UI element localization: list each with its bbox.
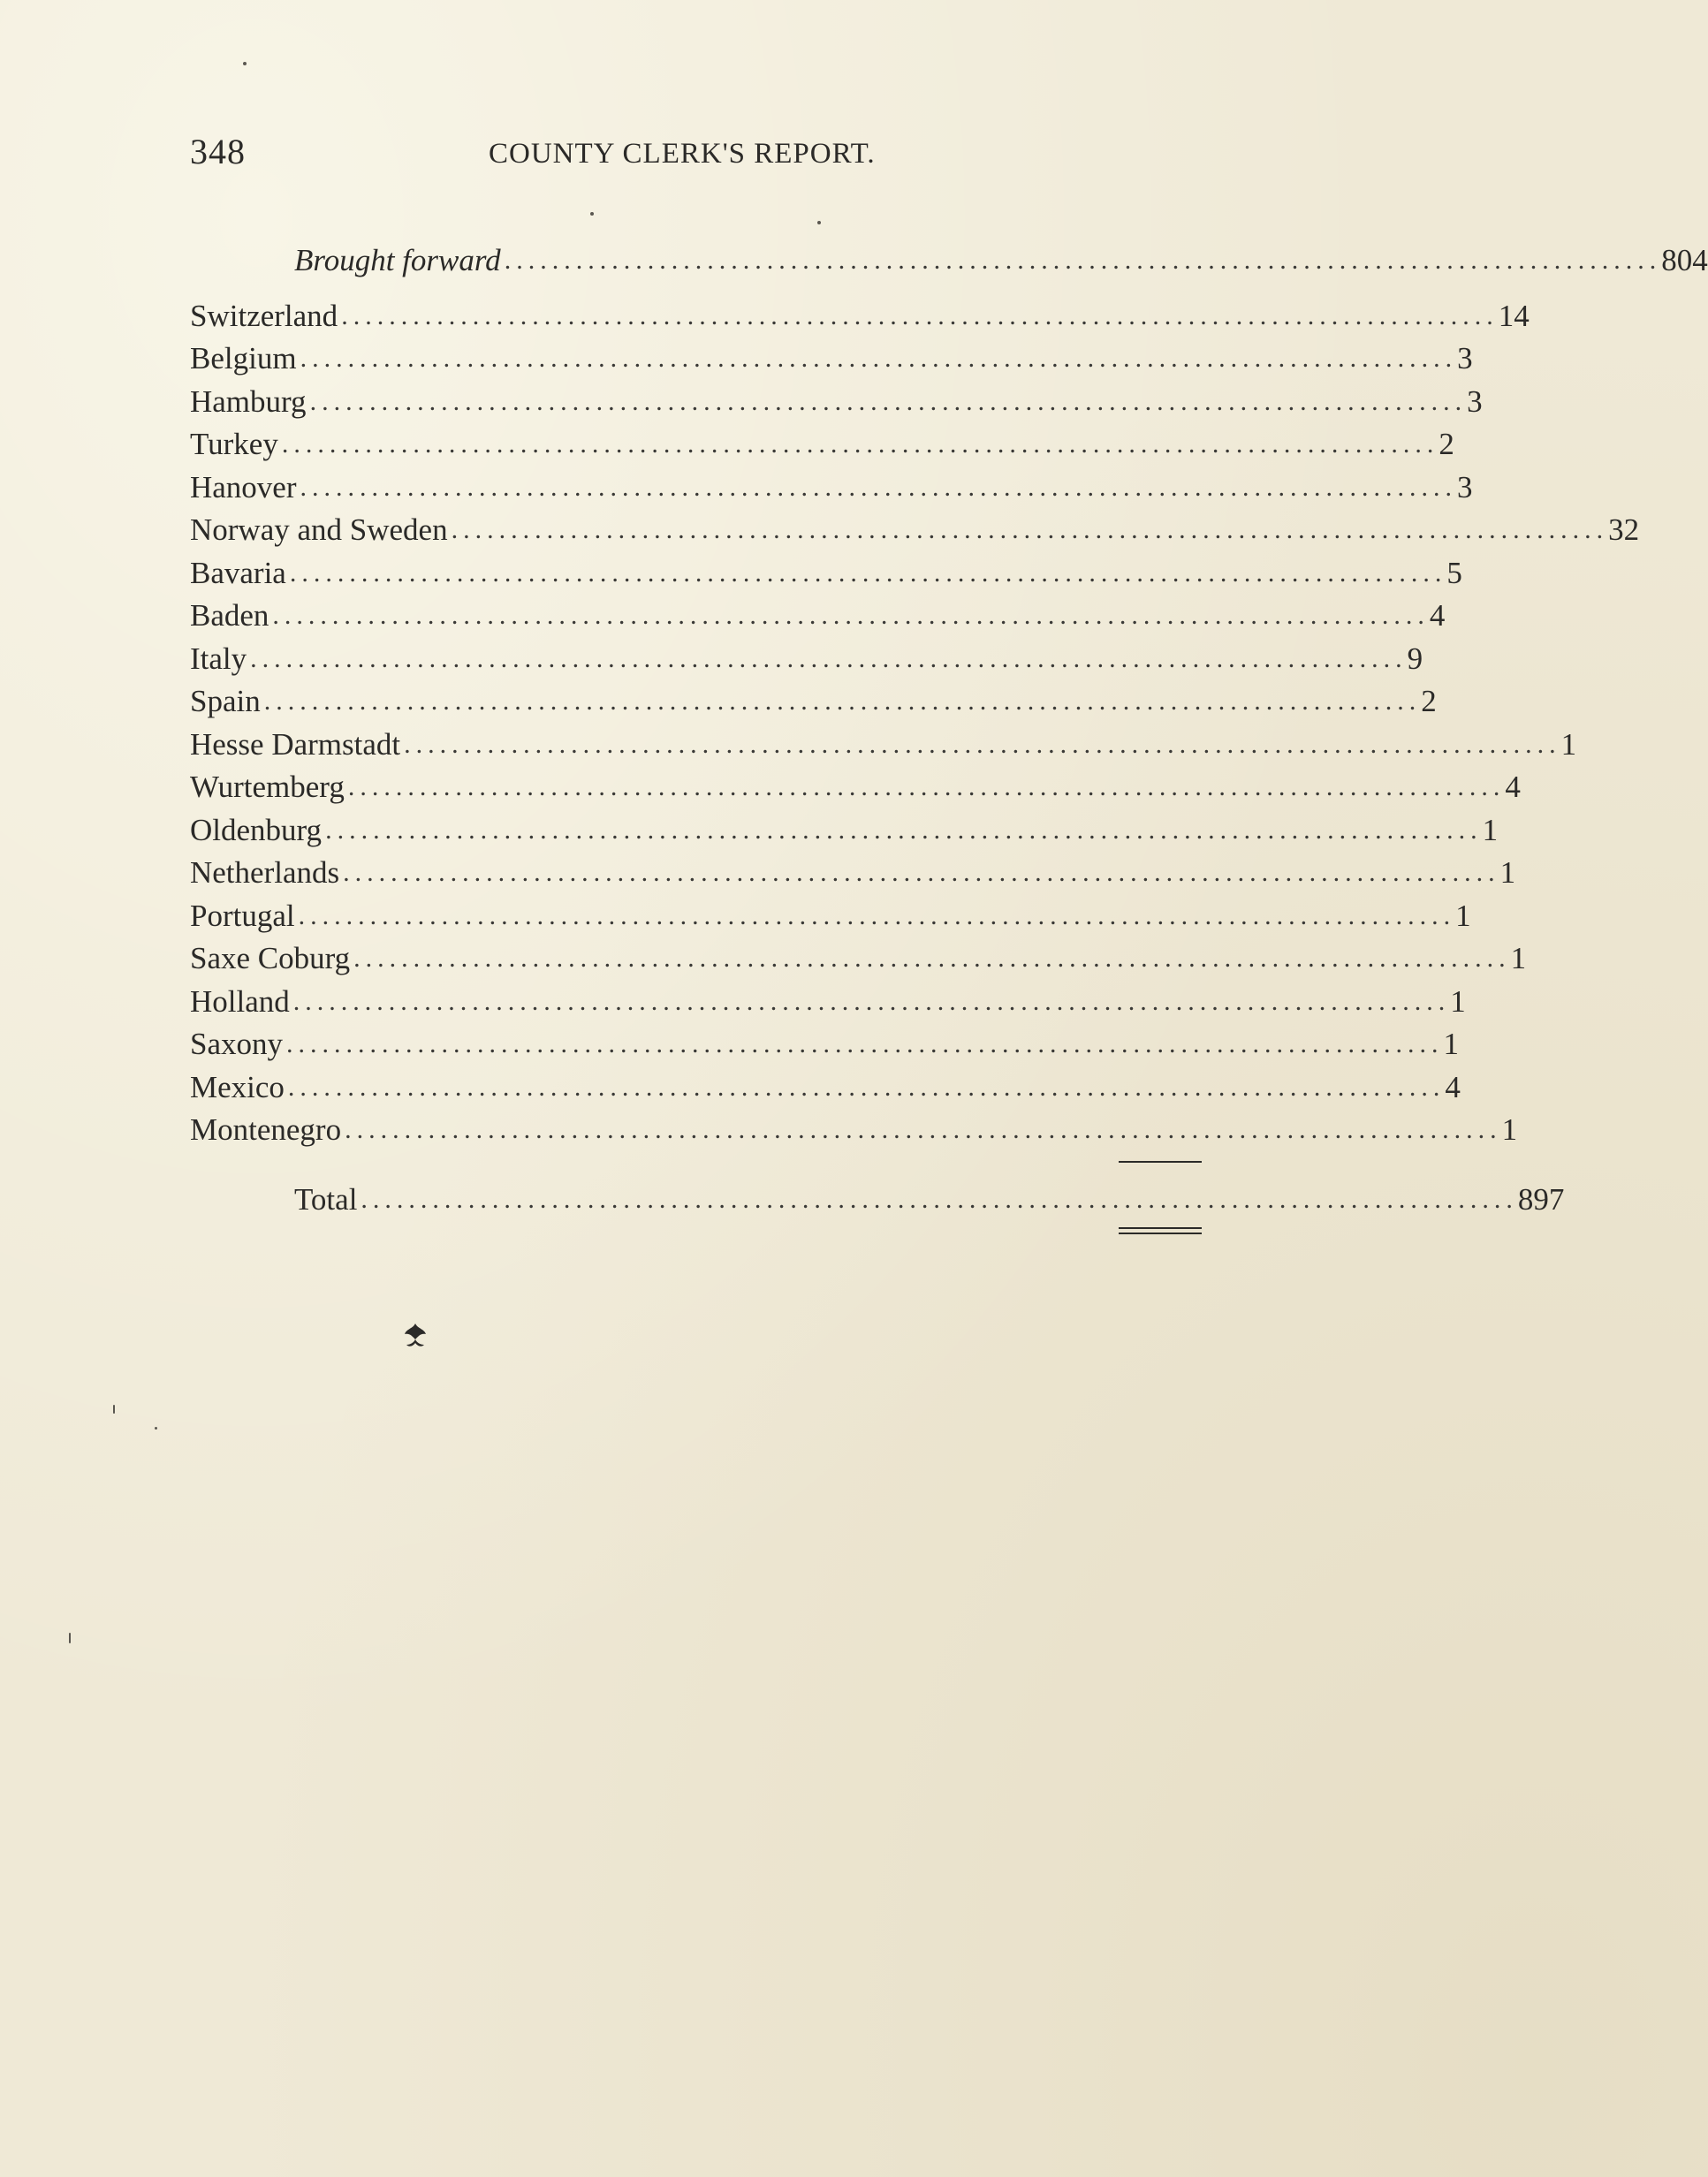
country-label: Turkey bbox=[190, 427, 278, 461]
country-label: Norway and Sweden bbox=[190, 512, 448, 547]
dot-leader: ................................................................................................. bbox=[300, 344, 1458, 373]
count-value: 9 bbox=[1407, 641, 1423, 676]
country-label: Baden bbox=[190, 598, 269, 633]
dot-leader: ................................................................................................. bbox=[272, 601, 1430, 630]
dot-leader: ................................................................................................. bbox=[343, 858, 1500, 887]
country-label: Hamburg bbox=[190, 383, 307, 419]
country-label: Montenegro bbox=[190, 1112, 342, 1147]
country-label: Saxe Coburg bbox=[190, 941, 351, 975]
table-row bbox=[190, 374, 1483, 419]
count-value: 1 bbox=[1450, 983, 1466, 1019]
table-row bbox=[190, 503, 1640, 547]
count-value: 1 bbox=[1501, 1112, 1518, 1147]
double-rule-line-bottom bbox=[1119, 1233, 1202, 1234]
count-value: 1 bbox=[1455, 898, 1471, 933]
dot-leader: ................................................................................................. bbox=[287, 1072, 1446, 1102]
total-row bbox=[190, 1172, 1565, 1217]
dot-leader: ................................................................................................. bbox=[347, 772, 1506, 801]
table-row bbox=[190, 931, 1527, 975]
dot-leader: ................................................................................................. bbox=[325, 815, 1483, 845]
count-value: 4 bbox=[1429, 598, 1446, 633]
table-row bbox=[190, 674, 1437, 718]
dot-leader: ................................................................................................. bbox=[292, 986, 1451, 1016]
total-double-rule bbox=[190, 1215, 1202, 1233]
dot-leader: ................................................................................................. bbox=[250, 643, 1408, 673]
count-value: 32 bbox=[1608, 512, 1640, 547]
table-row bbox=[190, 459, 1473, 504]
count-value: 1 bbox=[1510, 941, 1527, 975]
double-rule-line-top bbox=[1119, 1227, 1202, 1229]
count-value: 2 bbox=[1439, 427, 1454, 461]
count-value: 5 bbox=[1446, 555, 1462, 590]
table-row bbox=[190, 760, 1521, 804]
table-row bbox=[190, 331, 1473, 375]
country-label: Oldenburg bbox=[190, 812, 323, 847]
dot-leader: ................................................................................................. bbox=[281, 429, 1439, 459]
paper-speck bbox=[590, 212, 594, 216]
sum-rule bbox=[190, 1145, 1202, 1172]
dot-leader: ................................................................................................. bbox=[309, 386, 1468, 416]
page-number: 348 bbox=[190, 132, 246, 171]
fleuron-icon bbox=[398, 1318, 433, 1354]
country-label: Spain bbox=[190, 684, 261, 718]
count-value: 2 bbox=[1421, 684, 1437, 718]
table-row bbox=[190, 417, 1454, 461]
country-count-table bbox=[190, 231, 1708, 1233]
paper-speck bbox=[817, 221, 821, 224]
table-rows bbox=[190, 288, 1640, 1147]
count-value: 4 bbox=[1505, 770, 1521, 804]
country-label: Portugal bbox=[190, 898, 295, 933]
brought-forward-label: Brought forward bbox=[294, 243, 501, 277]
table-row bbox=[190, 1103, 1518, 1147]
dot-leader: ................................................................................................. bbox=[263, 686, 1422, 716]
table-row bbox=[190, 631, 1423, 676]
country-label: Holland bbox=[190, 983, 290, 1019]
count-value: 3 bbox=[1457, 341, 1473, 375]
country-label: Netherlands bbox=[190, 855, 340, 890]
table-row bbox=[190, 802, 1499, 847]
brought-forward-row bbox=[190, 231, 1708, 277]
country-label: Belgium bbox=[190, 341, 297, 375]
dot-leader: ................................................................................................. bbox=[286, 1029, 1444, 1058]
country-label: Hanover bbox=[190, 469, 297, 504]
table-row bbox=[190, 545, 1462, 590]
running-head: COUNTY CLERK'S REPORT. bbox=[489, 138, 876, 170]
count-value: 4 bbox=[1445, 1069, 1461, 1104]
page-header bbox=[190, 131, 1206, 184]
paper-speck bbox=[155, 1427, 157, 1430]
dot-leader: ................................................................................................. bbox=[345, 1115, 1502, 1144]
country-label: Bavaria bbox=[190, 555, 286, 590]
dot-leader: ................................................................................................. bbox=[404, 729, 1561, 759]
dot-leader: ................................................................................................. bbox=[289, 558, 1447, 588]
country-label: Wurtemberg bbox=[190, 770, 345, 804]
country-label: Mexico bbox=[190, 1069, 285, 1104]
count-value: 1 bbox=[1499, 855, 1516, 890]
dot-leader: ................................................................................................. bbox=[341, 300, 1499, 330]
table-row bbox=[190, 588, 1446, 633]
dot-leader: ................................................................................................. bbox=[504, 246, 1662, 275]
dot-leader: ................................................................................................. bbox=[361, 1184, 1518, 1214]
paper-speck bbox=[243, 62, 247, 65]
brought-forward-value: 804 bbox=[1661, 243, 1708, 277]
dot-leader: ................................................................................................. bbox=[353, 944, 1511, 973]
count-value: 1 bbox=[1560, 726, 1577, 762]
table-row bbox=[190, 1059, 1461, 1104]
count-value: 3 bbox=[1457, 469, 1473, 504]
table-row bbox=[190, 717, 1577, 762]
table-row bbox=[190, 288, 1530, 333]
country-label: Switzerland bbox=[190, 298, 338, 333]
country-label: Saxony bbox=[190, 1027, 283, 1061]
paper-speck bbox=[69, 1633, 71, 1643]
dot-leader: ................................................................................................. bbox=[300, 472, 1458, 502]
total-value: 897 bbox=[1517, 1181, 1565, 1217]
table-row bbox=[190, 846, 1516, 890]
country-label: Hesse Darmstadt bbox=[190, 726, 401, 762]
table-row bbox=[190, 1017, 1459, 1061]
dot-leader: ................................................................................................. bbox=[451, 515, 1609, 544]
paper-speck bbox=[113, 1405, 115, 1414]
count-value: 3 bbox=[1467, 383, 1483, 419]
count-value: 14 bbox=[1498, 298, 1530, 333]
count-value: 1 bbox=[1443, 1027, 1459, 1061]
country-label: Italy bbox=[190, 641, 247, 676]
count-value: 1 bbox=[1482, 812, 1499, 847]
table-row bbox=[190, 974, 1466, 1019]
table-row bbox=[190, 888, 1471, 933]
dot-leader: ................................................................................................. bbox=[298, 900, 1456, 930]
total-label: Total bbox=[294, 1181, 358, 1217]
sum-rule-line bbox=[1119, 1161, 1202, 1163]
